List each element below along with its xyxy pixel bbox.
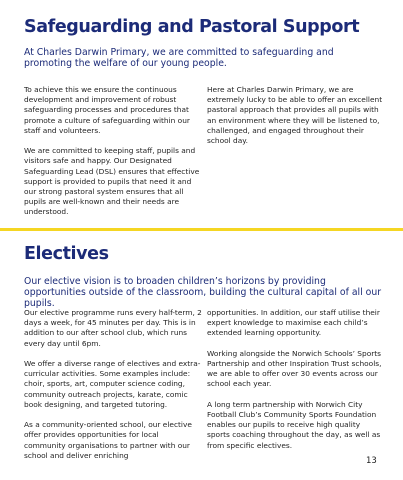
paragraph: To achieve this we ensure the continuous development and improvement of robust safeguarding processes and procedures that promote a culture of safeguarding within our staff and volunteers. (24, 85, 190, 135)
paragraph: Working alongside the Norwich Schools’ Sports Partnership and other Inspiration Trust schools, we are able to offer over 30 events across our school each year. (207, 348, 382, 389)
paragraph: Our elective programme runs every half-term, 2 days a week, for 45 minutes per day. This is in addition to our after school club, which runs every day until 6pm. (24, 308, 202, 348)
section-intro-safeguarding: At Charles Darwin Primary, we are committed to safeguarding and promoting the welfare of our young people. (24, 47, 334, 69)
paragraph: We offer a diverse range of electives and extra-curricular activities. Some examples include: choir, sports, art, computer science coding, community outreach projects, karate, comic book designing, and targeted tutoring. (24, 359, 201, 409)
paragraph: opportunities. In addition, our staff utilise their expert knowledge to maximise each child’s extended learning opportunity. (207, 308, 380, 338)
section-intro-electives: Our elective vision is to broaden children’s horizons by providing opportunities outside of the classroom, building the cultural capital of all our pupils. (24, 276, 382, 309)
paragraph: Here at Charles Darwin Primary, we are extremely lucky to be able to offer an excellent pastoral approach that provides all pupils with an environment where they will be listened to, challenged, and engaged throughout their school day. (207, 85, 383, 146)
electives-right-column (207, 308, 385, 461)
section-title-electives: Electives (24, 244, 109, 264)
paragraph: A long term partnership with Norwich City Football Club’s Community Sports Foundation enables our pupils to receive high quality sports coaching throughout the day, as well as from specific electives. (207, 399, 381, 450)
electives-left-column (24, 308, 202, 471)
safeguarding-right-column (207, 85, 385, 156)
safeguarding-left-column (24, 85, 202, 228)
paragraph: As a community-oriented school, our elective offer provides opportunities for local community organisations to partner with our school and deliver enriching (24, 420, 192, 460)
section-title-safeguarding: Safeguarding and Pastoral Support (24, 17, 360, 37)
paragraph: We are committed to keeping staff, pupils and visitors safe and happy. Our Designated Safeguarding Lead (DSL) ensures that effective support is provided to pupils that need it and our strong pastoral system ensures that all pupils are well-known and their needs are understood. (24, 146, 200, 217)
page-number: 13 (366, 456, 377, 466)
section-divider (0, 228, 403, 231)
